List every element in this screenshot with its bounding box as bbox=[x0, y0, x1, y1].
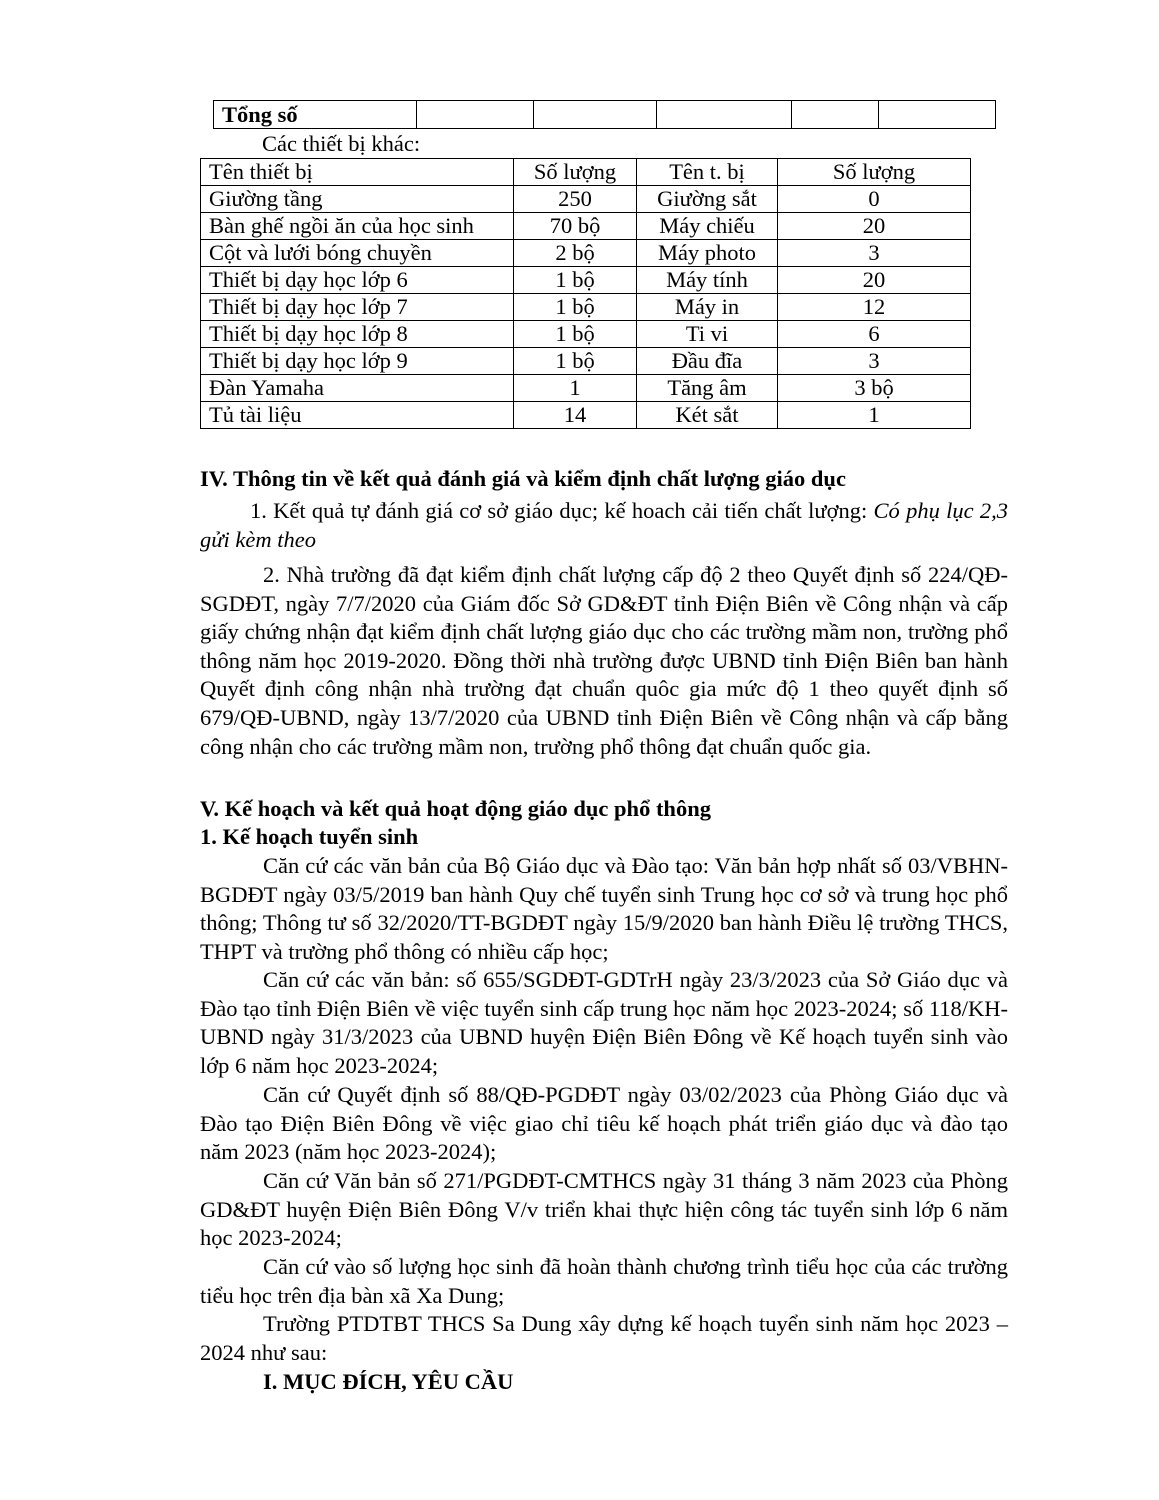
item-1-italic: Có phụ lục 2,3 gửi kèm theo bbox=[200, 498, 1008, 552]
table-cell: Tăng âm bbox=[637, 375, 778, 402]
table-cell: 3 bộ bbox=[778, 375, 971, 402]
section-iv-item-1 bbox=[200, 497, 1008, 554]
table-row bbox=[201, 375, 971, 402]
table-cell: Két sắt bbox=[637, 402, 778, 429]
table-row bbox=[201, 294, 971, 321]
table-row bbox=[201, 267, 971, 294]
paragraph: Căn cứ vào số lượng học sinh đã hoàn thành chương trình tiểu học của các trường tiểu học trên địa bàn xã Xa Dung; bbox=[200, 1254, 1008, 1308]
table-cell: 1 bbox=[778, 402, 971, 429]
table-cell: Thiết bị dạy học lớp 6 bbox=[201, 267, 514, 294]
table-cell: Máy in bbox=[637, 294, 778, 321]
section-v-heading: V. Kế hoạch và kết quả hoạt động giáo dục phổ thông bbox=[200, 796, 711, 821]
paragraph: Căn cứ Quyết định số 88/QĐ-PGDĐT ngày 03/02/2023 của Phòng Giáo dục và Đào tạo Điện Biên Đông về việc giao chỉ tiêu kế hoạch phát triển giáo dục và đào tạo năm 2023 (năm học 2023-2024); bbox=[200, 1082, 1008, 1165]
table-cell: Thiết bị dạy học lớp 7 bbox=[201, 294, 514, 321]
summary-table bbox=[213, 100, 996, 129]
table-cell: 1 bộ bbox=[514, 321, 637, 348]
table-cell: 3 bbox=[778, 240, 971, 267]
table-cell: Máy photo bbox=[637, 240, 778, 267]
table-cell: 2 bộ bbox=[514, 240, 637, 267]
table-cell bbox=[792, 101, 879, 129]
table-cell: Giường tầng bbox=[201, 186, 514, 213]
paragraph: Trường PTDTBT THCS Sa Dung xây dựng kế hoạch tuyển sinh năm học 2023 – 2024 như sau: bbox=[200, 1311, 1008, 1365]
table-cell bbox=[534, 101, 657, 129]
paragraph: Căn cứ các văn bản: số 655/SGDĐT-GDTrH ngày 23/3/2023 của Sở Giáo dục và Đào tạo tỉnh Điện Biên về việc tuyển sinh cấp trung học năm học 2023-2024; số 118/KH-UBND ngày 31/3/2023 của UBND huyện Điện Biên Đông về Kế hoạch tuyển sinh vào lớp 6 năm học 2023-2024; bbox=[200, 967, 1008, 1078]
table-cell: Thiết bị dạy học lớp 9 bbox=[201, 348, 514, 375]
table-row bbox=[201, 240, 971, 267]
table-row bbox=[201, 186, 971, 213]
table-row bbox=[201, 213, 971, 240]
table-cell: Đàn Yamaha bbox=[201, 375, 514, 402]
paragraph: Căn cứ Văn bản số 271/PGDĐT-CMTHCS ngày 31 tháng 3 năm 2023 của Phòng GD&ĐT huyện Điện Biên Đông V/v triển khai thực hiện công tác tuyển sinh lớp 6 năm học 2023-2024; bbox=[200, 1168, 1008, 1251]
item-1-text: 1. Kết quả tự đánh giá cơ sở giáo dục; kế hoach cải tiến chất lượng: bbox=[250, 498, 874, 523]
paragraph: Căn cứ các văn bản của Bộ Giáo dục và Đào tạo: Văn bản hợp nhất số 03/VBHN-BGDĐT ngày 03/5/2019 ban hành Quy chế tuyển sinh Trung học cơ sở và trung học phổ thông; Thông tư số 32/2020/TT-BGDĐT ngày 15/9/2020 ban hành Điều lệ trường THCS, THPT và trường phổ thông có nhiều cấp học; bbox=[200, 853, 1008, 964]
table-cell: Bàn ghế ngồi ăn của học sinh bbox=[201, 213, 514, 240]
table-cell: Đầu đĩa bbox=[637, 348, 778, 375]
header-cell: Tên t. bị bbox=[637, 159, 778, 186]
table-cell: Máy chiếu bbox=[637, 213, 778, 240]
table-row bbox=[201, 348, 971, 375]
table-header-row bbox=[201, 159, 971, 186]
table-cell: 3 bbox=[778, 348, 971, 375]
table-cell: Cột và lưới bóng chuyền bbox=[201, 240, 514, 267]
section-iv-item-2: 2. Nhà trường đã đạt kiểm định chất lượng cấp độ 2 theo Quyết định số 224/QĐ-SGDĐT, ngày 7/7/2020 của Giám đốc Sở GD&ĐT tỉnh Điện Biên về Công nhận và cấp giấy chứng nhận đạt kiểm định chất lượng giáo dục cho các trường mầm non, trường phổ thông năm học 2019-2020. Đồng thời nhà trường được UBND tỉnh Điện Biên ban hành Quyết định công nhận nhà trường đạt chuẩn quôc gia mức độ 1 theo quyết định số 679/QĐ-UBND, ngày 13/7/2020 của UBND tỉnh Điện Biên về Công nhận và cấp bằng công nhận cho các trường mầm non, trường phổ thông đạt chuẩn quốc gia. bbox=[200, 562, 1008, 759]
table-cell: 14 bbox=[514, 402, 637, 429]
subsection-1-heading: 1. Kế hoạch tuyển sinh bbox=[200, 824, 419, 849]
table-row bbox=[201, 402, 971, 429]
table-cell: Giường sắt bbox=[637, 186, 778, 213]
equipment-table bbox=[200, 158, 971, 429]
table-cell: Ti vi bbox=[637, 321, 778, 348]
table-cell: 1 bộ bbox=[514, 294, 637, 321]
table-cell bbox=[417, 101, 534, 129]
table-cell: 70 bộ bbox=[514, 213, 637, 240]
table-cell: 6 bbox=[778, 321, 971, 348]
table-cell: 1 bbox=[514, 375, 637, 402]
table-cell: 20 bbox=[778, 213, 971, 240]
section-i-heading: I. MỤC ĐÍCH, YÊU CẦU bbox=[263, 1369, 514, 1394]
table-cell: 20 bbox=[778, 267, 971, 294]
table-cell bbox=[879, 101, 996, 129]
table-row bbox=[201, 321, 971, 348]
table-cell: Tủ tài liệu bbox=[201, 402, 514, 429]
table-cell: 0 bbox=[778, 186, 971, 213]
table-cell: 1 bộ bbox=[514, 267, 637, 294]
total-label-cell: Tổng số bbox=[214, 101, 417, 129]
table-cell: 250 bbox=[514, 186, 637, 213]
header-cell: Tên thiết bị bbox=[201, 159, 514, 186]
table-cell: Máy tính bbox=[637, 267, 778, 294]
section-iv-heading: IV. Thông tin về kết quả đánh giá và kiểm định chất lượng giáo dục bbox=[200, 466, 846, 491]
table-cell bbox=[657, 101, 792, 129]
other-equipment-label: Các thiết bị khác: bbox=[262, 131, 421, 156]
header-cell: Số lượng bbox=[514, 159, 637, 186]
table-row bbox=[214, 101, 996, 129]
table-cell: 12 bbox=[778, 294, 971, 321]
table-cell: 1 bộ bbox=[514, 348, 637, 375]
table-cell: Thiết bị dạy học lớp 8 bbox=[201, 321, 514, 348]
header-cell: Số lượng bbox=[778, 159, 971, 186]
